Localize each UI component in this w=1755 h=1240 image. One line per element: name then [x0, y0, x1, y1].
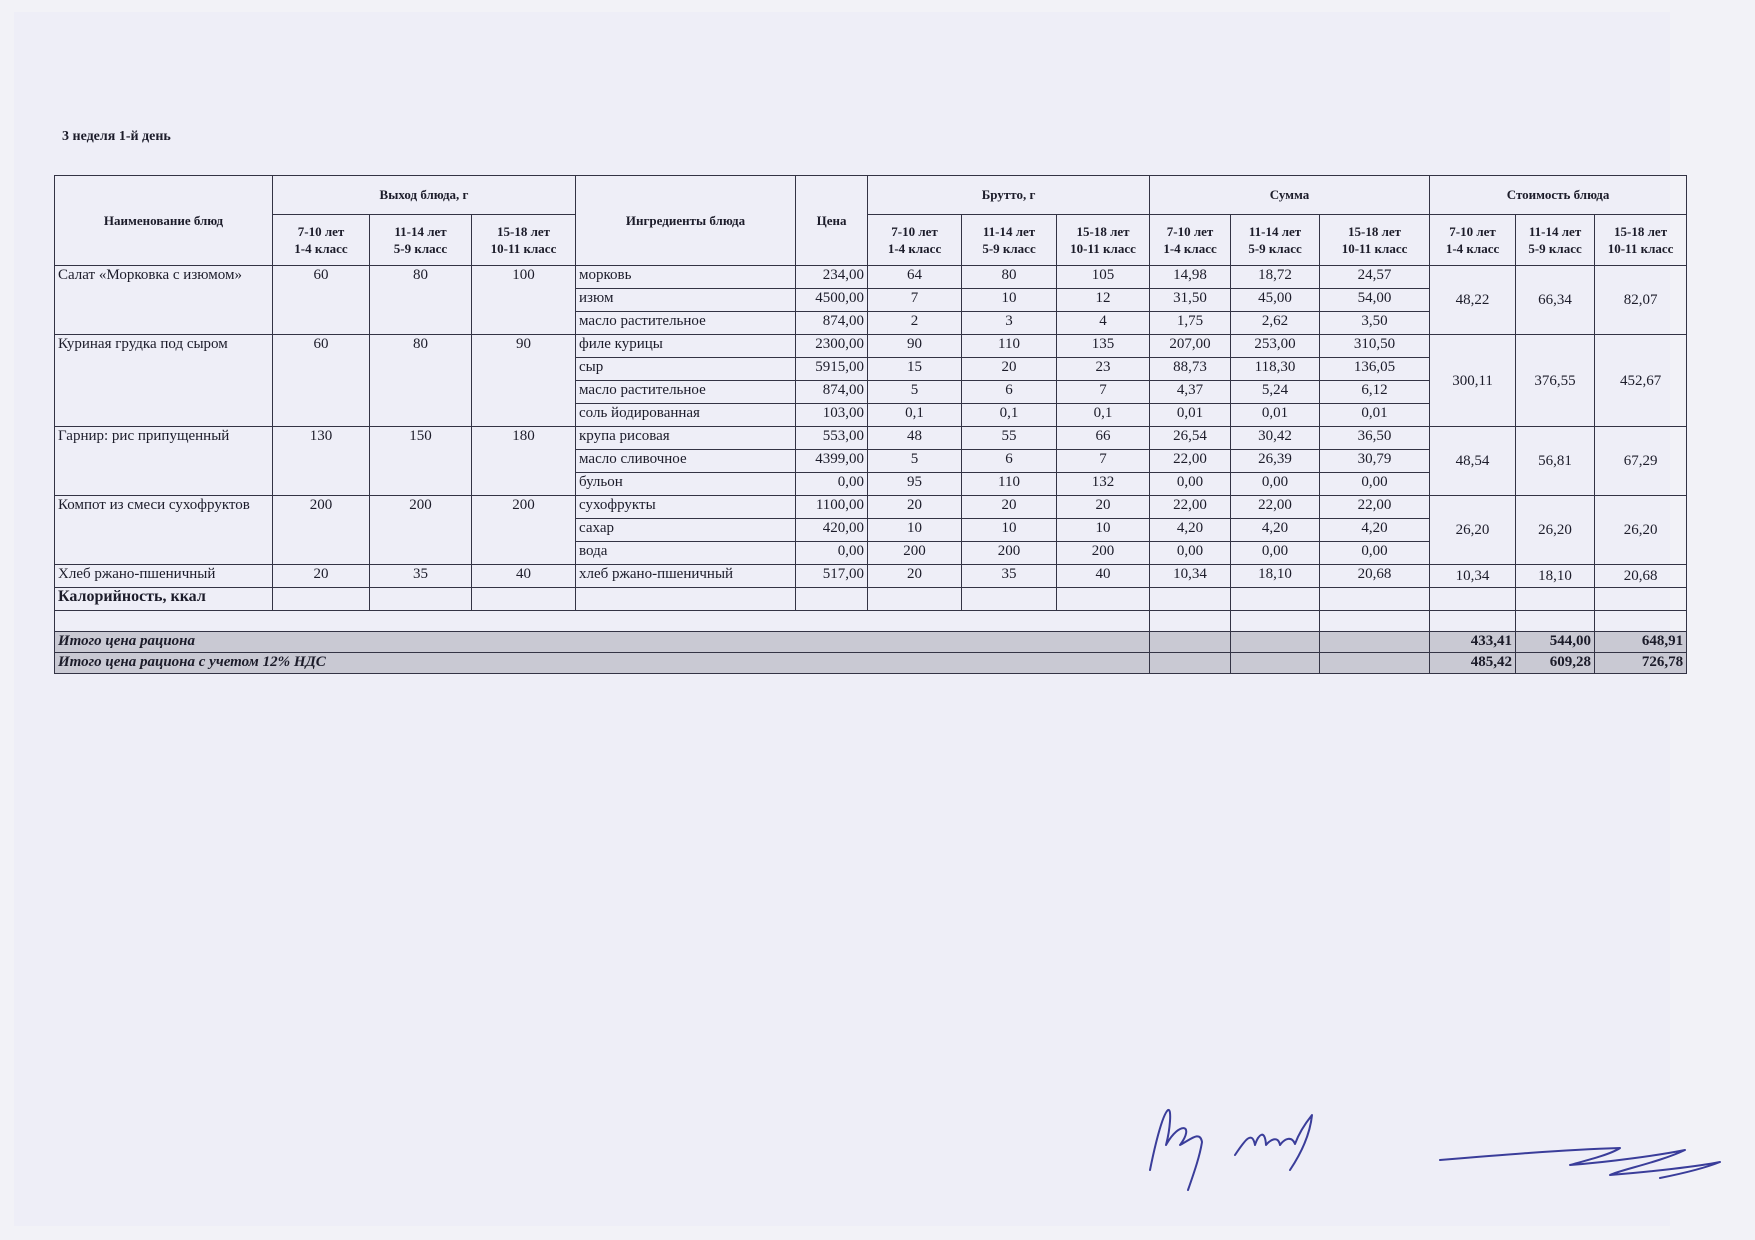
table-body: [55, 266, 1687, 674]
ingredient-gross: 0,1: [962, 404, 1057, 427]
ingredient-sum: 20,68: [1320, 565, 1430, 588]
ingredient-sum: 24,57: [1320, 266, 1430, 289]
empty-cell: [1430, 611, 1516, 632]
header-ingredients: Ингредиенты блюда: [576, 176, 796, 266]
dish-output: 180: [472, 427, 576, 496]
dish-cost: 26,20: [1430, 496, 1516, 565]
subheader-row: [55, 215, 1687, 266]
ingredient-sum: 5,24: [1231, 381, 1320, 404]
empty-cell: [55, 611, 1150, 632]
grade-label: 1-4 класс: [294, 241, 348, 256]
age-label: 15-18 лет: [1348, 224, 1402, 239]
ingredient-sum: 118,30: [1231, 358, 1320, 381]
ingredient-gross: 66: [1057, 427, 1150, 450]
dish-name: Хлеб ржано-пшеничный: [55, 565, 273, 588]
empty-cell: [1595, 588, 1687, 611]
ingredient-gross: 20: [962, 358, 1057, 381]
ingredient-gross: 135: [1057, 335, 1150, 358]
total-value: 648,91: [1595, 632, 1687, 653]
empty-cell: [1150, 588, 1231, 611]
table-row: [55, 266, 1687, 289]
empty-cell: [1516, 588, 1595, 611]
ingredient-sum: 136,05: [1320, 358, 1430, 381]
total-value: 609,28: [1516, 653, 1595, 674]
ingredient-gross: 132: [1057, 473, 1150, 496]
ingredient-gross: 7: [868, 289, 962, 312]
ingredient-sum: 45,00: [1231, 289, 1320, 312]
ingredient-name: масло растительное: [576, 312, 796, 335]
ingredient-sum: 4,37: [1150, 381, 1231, 404]
ingredient-sum: 207,00: [1150, 335, 1231, 358]
empty-cell: [1231, 611, 1320, 632]
dish-output: 35: [370, 565, 472, 588]
empty-cell: [1231, 588, 1320, 611]
ingredient-sum: 31,50: [1150, 289, 1231, 312]
dish-cost: 48,22: [1430, 266, 1516, 335]
header-cost-age-2: [1516, 215, 1595, 266]
dish-output: 90: [472, 335, 576, 427]
header-output-age-3: [472, 215, 576, 266]
header-cost-age-1: [1430, 215, 1516, 266]
empty-cell: [1320, 653, 1430, 674]
ingredient-sum: 88,73: [1150, 358, 1231, 381]
empty-cell: [273, 588, 370, 611]
dish-output: 200: [472, 496, 576, 565]
ingredient-name: сахар: [576, 519, 796, 542]
ingredient-price: 874,00: [796, 381, 868, 404]
menu-table: [54, 175, 1687, 674]
ingredient-name: сыр: [576, 358, 796, 381]
ingredient-name: вода: [576, 542, 796, 565]
menu-table-container: [54, 175, 1686, 674]
grade-label: 5-9 класс: [1248, 241, 1302, 256]
ingredient-gross: 40: [1057, 565, 1150, 588]
ingredient-gross: 6: [962, 381, 1057, 404]
dish-cost: 452,67: [1595, 335, 1687, 427]
header-price: Цена: [796, 176, 868, 266]
ingredient-sum: 310,50: [1320, 335, 1430, 358]
ingredient-sum: 3,50: [1320, 312, 1430, 335]
ingredient-sum: 14,98: [1150, 266, 1231, 289]
ingredient-price: 420,00: [796, 519, 868, 542]
ingredient-sum: 4,20: [1231, 519, 1320, 542]
ingredient-sum: 0,00: [1150, 542, 1231, 565]
dish-output: 80: [370, 335, 472, 427]
ingredient-name: сухофрукты: [576, 496, 796, 519]
ingredient-gross: 20: [868, 496, 962, 519]
dish-cost: 66,34: [1516, 266, 1595, 335]
total-row: [55, 653, 1687, 674]
ingredient-price: 103,00: [796, 404, 868, 427]
ingredient-gross: 110: [962, 335, 1057, 358]
header-output-age-1: [273, 215, 370, 266]
dish-cost: 10,34: [1430, 565, 1516, 588]
ingredient-price: 4500,00: [796, 289, 868, 312]
ingredient-price: 4399,00: [796, 450, 868, 473]
signature-1: [1150, 1110, 1202, 1190]
dish-output: 80: [370, 266, 472, 335]
total-label: Итого цена рациона с учетом 12% НДС: [55, 653, 1150, 674]
ingredient-gross: 7: [1057, 450, 1150, 473]
dish-output: 60: [273, 335, 370, 427]
dish-output: 200: [370, 496, 472, 565]
ingredient-gross: 5: [868, 381, 962, 404]
ingredient-gross: 4: [1057, 312, 1150, 335]
ingredient-gross: 0,1: [868, 404, 962, 427]
empty-cell: [1320, 588, 1430, 611]
ingredient-price: 2300,00: [796, 335, 868, 358]
age-label: 7-10 лет: [297, 224, 345, 239]
age-label: 15-18 лет: [496, 224, 551, 239]
ingredient-gross: 15: [868, 358, 962, 381]
ingredient-gross: 35: [962, 565, 1057, 588]
header-sum: Сумма: [1150, 176, 1430, 215]
grade-label: 5-9 класс: [982, 241, 1036, 256]
empty-cell: [1150, 653, 1231, 674]
table-header: [55, 176, 1687, 266]
empty-cell: [1231, 632, 1320, 653]
ingredient-gross: 105: [1057, 266, 1150, 289]
age-label: 7-10 лет: [1449, 224, 1496, 239]
header-cost-age-3: [1595, 215, 1687, 266]
ingredient-price: 5915,00: [796, 358, 868, 381]
ingredient-price: 0,00: [796, 542, 868, 565]
grade-label: 10-11 класс: [1341, 241, 1408, 256]
ingredient-sum: 0,00: [1320, 473, 1430, 496]
age-label: 15-18 лет: [1614, 224, 1668, 239]
table-row: [55, 335, 1687, 358]
grade-label: 10-11 класс: [1070, 241, 1136, 256]
empty-cell: [1150, 611, 1231, 632]
ingredient-name: масло сливочное: [576, 450, 796, 473]
dish-cost: 26,20: [1516, 496, 1595, 565]
ingredient-price: 1100,00: [796, 496, 868, 519]
empty-cell: [1231, 653, 1320, 674]
grade-label: 1-4 класс: [887, 241, 942, 256]
ingredient-gross: 7: [1057, 381, 1150, 404]
header-dish: Наименование блюд: [55, 176, 273, 266]
dish-cost: 67,29: [1595, 427, 1687, 496]
ingredient-sum: 0,01: [1320, 404, 1430, 427]
empty-cell: [370, 588, 472, 611]
total-value: 544,00: [1516, 632, 1595, 653]
signature-3: [1440, 1148, 1720, 1178]
ingredient-gross: 20: [868, 565, 962, 588]
table-row: [55, 565, 1687, 588]
dish-output: 150: [370, 427, 472, 496]
dish-output: 20: [273, 565, 370, 588]
ingredient-price: 517,00: [796, 565, 868, 588]
empty-cell: [472, 588, 576, 611]
table-row: [55, 427, 1687, 450]
total-value: 433,41: [1430, 632, 1516, 653]
dish-output: 40: [472, 565, 576, 588]
total-row: [55, 632, 1687, 653]
ingredient-sum: 26,54: [1150, 427, 1231, 450]
dish-cost: 300,11: [1430, 335, 1516, 427]
ingredient-sum: 6,12: [1320, 381, 1430, 404]
header-output: Выход блюда, г: [273, 176, 576, 215]
table-row: [55, 496, 1687, 519]
ingredient-name: филе курицы: [576, 335, 796, 358]
header-cost: Стоимость блюда: [1430, 176, 1687, 215]
ingredient-name: морковь: [576, 266, 796, 289]
dish-name: Компот из смеси сухофруктов: [55, 496, 273, 565]
grade-label: 5-9 класс: [1528, 241, 1582, 256]
total-value: 485,42: [1430, 653, 1516, 674]
empty-cell: [1516, 611, 1595, 632]
ingredient-sum: 18,10: [1231, 565, 1320, 588]
header-sum-age-2: [1231, 215, 1320, 266]
age-label: 11-14 лет: [394, 224, 447, 239]
empty-cell: [1057, 588, 1150, 611]
ingredient-gross: 200: [1057, 542, 1150, 565]
ingredient-gross: 10: [1057, 519, 1150, 542]
dish-name: Гарнир: рис припущенный: [55, 427, 273, 496]
header-gross-age-1: [868, 215, 962, 266]
ingredient-sum: 18,72: [1231, 266, 1320, 289]
ingredient-gross: 23: [1057, 358, 1150, 381]
ingredient-gross: 0,1: [1057, 404, 1150, 427]
empty-cell: [962, 588, 1057, 611]
dish-output: 200: [273, 496, 370, 565]
header-sum-age-3: [1320, 215, 1430, 266]
ingredient-sum: 253,00: [1231, 335, 1320, 358]
ingredient-gross: 55: [962, 427, 1057, 450]
ingredient-sum: 0,00: [1320, 542, 1430, 565]
spacer-row: [55, 611, 1687, 632]
dish-cost: 18,10: [1516, 565, 1595, 588]
age-label: 11-14 лет: [1248, 224, 1302, 239]
ingredient-name: бульон: [576, 473, 796, 496]
dish-cost: 26,20: [1595, 496, 1687, 565]
dish-output: 60: [273, 266, 370, 335]
ingredient-price: 874,00: [796, 312, 868, 335]
dish-cost: 56,81: [1516, 427, 1595, 496]
ingredient-gross: 95: [868, 473, 962, 496]
dish-name: Салат «Морковка с изюмом»: [55, 266, 273, 335]
header-sum-age-1: [1150, 215, 1231, 266]
age-label: 7-10 лет: [1166, 224, 1214, 239]
ingredient-name: соль йодированная: [576, 404, 796, 427]
ingredient-gross: 10: [962, 289, 1057, 312]
ingredient-gross: 6: [962, 450, 1057, 473]
ingredient-gross: 48: [868, 427, 962, 450]
empty-cell: [576, 588, 796, 611]
grade-label: 5-9 класс: [393, 241, 448, 256]
empty-cell: [1595, 611, 1687, 632]
ingredient-sum: 22,00: [1231, 496, 1320, 519]
empty-cell: [796, 588, 868, 611]
dish-cost: 82,07: [1595, 266, 1687, 335]
empty-cell: [1430, 588, 1516, 611]
signatures: [1140, 1100, 1730, 1210]
ingredient-sum: 54,00: [1320, 289, 1430, 312]
ingredient-sum: 10,34: [1150, 565, 1231, 588]
ingredient-gross: 20: [962, 496, 1057, 519]
total-label: Итого цена рациона: [55, 632, 1150, 653]
ingredient-gross: 12: [1057, 289, 1150, 312]
total-value: 726,78: [1595, 653, 1687, 674]
ingredient-gross: 80: [962, 266, 1057, 289]
header-gross-age-3: [1057, 215, 1150, 266]
ingredient-gross: 2: [868, 312, 962, 335]
ingredient-sum: 1,75: [1150, 312, 1231, 335]
ingredient-name: крупа рисовая: [576, 427, 796, 450]
ingredient-gross: 200: [962, 542, 1057, 565]
header-output-age-2: [370, 215, 472, 266]
ingredient-sum: 36,50: [1320, 427, 1430, 450]
age-label: 11-14 лет: [1528, 224, 1582, 239]
ingredient-sum: 30,79: [1320, 450, 1430, 473]
ingredient-sum: 4,20: [1320, 519, 1430, 542]
ingredient-sum: 0,00: [1231, 542, 1320, 565]
ingredient-gross: 3: [962, 312, 1057, 335]
grade-label: 1-4 класс: [1163, 241, 1217, 256]
age-label: 11-14 лет: [982, 224, 1036, 239]
ingredient-sum: 0,01: [1231, 404, 1320, 427]
ingredient-sum: 22,00: [1320, 496, 1430, 519]
grade-label: 10-11 класс: [1607, 241, 1674, 256]
ingredient-sum: 2,62: [1231, 312, 1320, 335]
dish-cost: 376,55: [1516, 335, 1595, 427]
ingredient-sum: 4,20: [1150, 519, 1231, 542]
empty-cell: [1320, 611, 1430, 632]
ingredient-name: изюм: [576, 289, 796, 312]
ingredient-sum: 26,39: [1231, 450, 1320, 473]
ingredient-sum: 22,00: [1150, 450, 1231, 473]
empty-cell: [1150, 632, 1231, 653]
ingredient-name: масло растительное: [576, 381, 796, 404]
ingredient-sum: 22,00: [1150, 496, 1231, 519]
dish-name: Куриная грудка под сыром: [55, 335, 273, 427]
ingredient-sum: 0,01: [1150, 404, 1231, 427]
calories-label: Калорийность, ккал: [55, 588, 273, 611]
age-label: 15-18 лет: [1076, 224, 1130, 239]
ingredient-gross: 10: [962, 519, 1057, 542]
page-title: 3 неделя 1-й день: [62, 129, 171, 144]
ingredient-gross: 110: [962, 473, 1057, 496]
ingredient-price: 553,00: [796, 427, 868, 450]
ingredient-gross: 64: [868, 266, 962, 289]
signature-2: [1235, 1115, 1312, 1170]
grade-label: 10-11 класс: [490, 241, 557, 256]
ingredient-gross: 5: [868, 450, 962, 473]
ingredient-gross: 10: [868, 519, 962, 542]
ingredient-gross: 200: [868, 542, 962, 565]
ingredient-gross: 20: [1057, 496, 1150, 519]
calories-row: [55, 588, 1687, 611]
dish-output: 130: [273, 427, 370, 496]
ingredient-price: 0,00: [796, 473, 868, 496]
dish-cost: 48,54: [1430, 427, 1516, 496]
ingredient-gross: 90: [868, 335, 962, 358]
dish-output: 100: [472, 266, 576, 335]
empty-cell: [1320, 632, 1430, 653]
header-gross: Брутто, г: [868, 176, 1150, 215]
ingredient-sum: 0,00: [1231, 473, 1320, 496]
ingredient-sum: 30,42: [1231, 427, 1320, 450]
empty-cell: [868, 588, 962, 611]
grade-label: 1-4 класс: [1445, 241, 1500, 256]
dish-cost: 20,68: [1595, 565, 1687, 588]
age-label: 7-10 лет: [891, 224, 938, 239]
header-gross-age-2: [962, 215, 1057, 266]
ingredient-sum: 0,00: [1150, 473, 1231, 496]
ingredient-name: хлеб ржано-пшеничный: [576, 565, 796, 588]
ingredient-price: 234,00: [796, 266, 868, 289]
